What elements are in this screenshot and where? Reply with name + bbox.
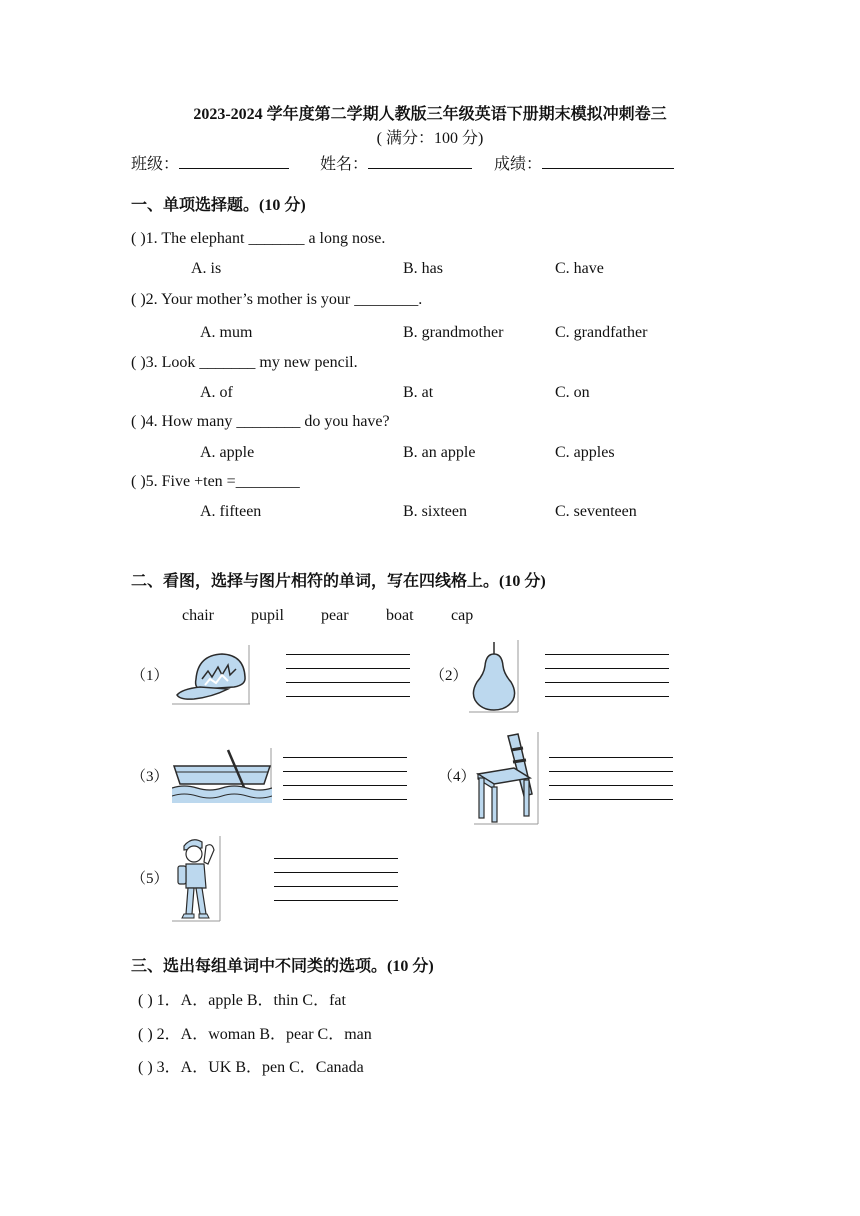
section2-heading: 二、看图，选择与图片相符的单词，写在四线格上。(10 分)	[131, 573, 546, 590]
s3-q3: ( ) 3．A．UK B．pen C．Canada	[138, 1059, 364, 1076]
score-field	[494, 154, 674, 173]
item-1-number: （1）	[131, 668, 169, 684]
pear-picture	[469, 640, 519, 713]
word-pupil: pupil	[251, 607, 284, 624]
q5-stem: ( )5. Five +ten =________	[131, 473, 300, 490]
q1-option-b[interactable]: B. has	[403, 260, 443, 277]
cap-picture	[172, 645, 250, 705]
score-note: ( 满分：100 分)	[376, 130, 484, 147]
q5-option-a[interactable]: A. fifteen	[200, 503, 262, 520]
word-pear: pear	[321, 607, 349, 624]
q4-option-c[interactable]: C. apples	[555, 444, 615, 461]
q5-option-c[interactable]: C. seventeen	[555, 503, 637, 520]
chair-picture	[474, 732, 540, 825]
name-blank[interactable]	[368, 154, 472, 169]
q1-option-c[interactable]: C. have	[555, 260, 604, 277]
q3-option-c[interactable]: C. on	[555, 384, 590, 401]
word-boat: boat	[386, 607, 414, 624]
class-label: 班级：	[131, 156, 180, 173]
q1-option-a[interactable]: A. is	[191, 260, 222, 277]
q4-option-b[interactable]: B. an apple	[403, 444, 476, 461]
word-chair: chair	[182, 607, 214, 624]
q2-option-b[interactable]: B. grandmother	[403, 324, 504, 341]
name-label: 姓名：	[320, 156, 369, 173]
section1-heading: 一、单项选择题。(10 分)	[131, 197, 306, 214]
class-field	[131, 154, 289, 173]
q3-stem: ( )3. Look _______ my new pencil.	[131, 354, 358, 371]
q5-option-b[interactable]: B. sixteen	[403, 503, 467, 520]
item-4-four-line-grid[interactable]	[549, 757, 673, 813]
q3-option-a[interactable]: A. of	[200, 384, 233, 401]
item-4-number: （4）	[438, 769, 476, 785]
class-blank[interactable]	[179, 154, 289, 169]
q4-option-a[interactable]: A. apple	[200, 444, 255, 461]
boat-picture	[172, 748, 272, 804]
item-2-four-line-grid[interactable]	[545, 654, 669, 710]
q1-stem: ( )1. The elephant _______ a long nose.	[131, 230, 386, 247]
exam-title: 2023-2024 学年度第二学期人教版三年级英语下册期末模拟冲刺卷三	[193, 106, 667, 123]
q2-option-c[interactable]: C. grandfather	[555, 324, 648, 341]
s3-q1: ( ) 1．A．apple B．thin C．fat	[138, 992, 346, 1009]
q2-stem: ( )2. Your mother’s mother is your ________.	[131, 291, 423, 308]
item-2-number: （2）	[430, 668, 468, 684]
s3-q2: ( ) 2．A．woman B．pear C．man	[138, 1026, 372, 1043]
q4-stem: ( )4. How many ________ do you have?	[131, 413, 390, 430]
section3-heading: 三、选出每组单词中不同类的选项。(10 分)	[131, 958, 434, 975]
pupil-picture	[172, 836, 222, 922]
item-1-four-line-grid[interactable]	[286, 654, 410, 710]
item-5-number: （5）	[131, 871, 169, 887]
item-3-four-line-grid[interactable]	[283, 757, 407, 813]
item-5-four-line-grid[interactable]	[274, 858, 398, 914]
word-cap: cap	[451, 607, 474, 624]
q3-option-b[interactable]: B. at	[403, 384, 434, 401]
score-label: 成绩：	[494, 156, 543, 173]
name-field	[320, 154, 472, 173]
score-blank[interactable]	[542, 154, 674, 169]
item-3-number: （3）	[131, 769, 169, 785]
q2-option-a[interactable]: A. mum	[200, 324, 253, 341]
